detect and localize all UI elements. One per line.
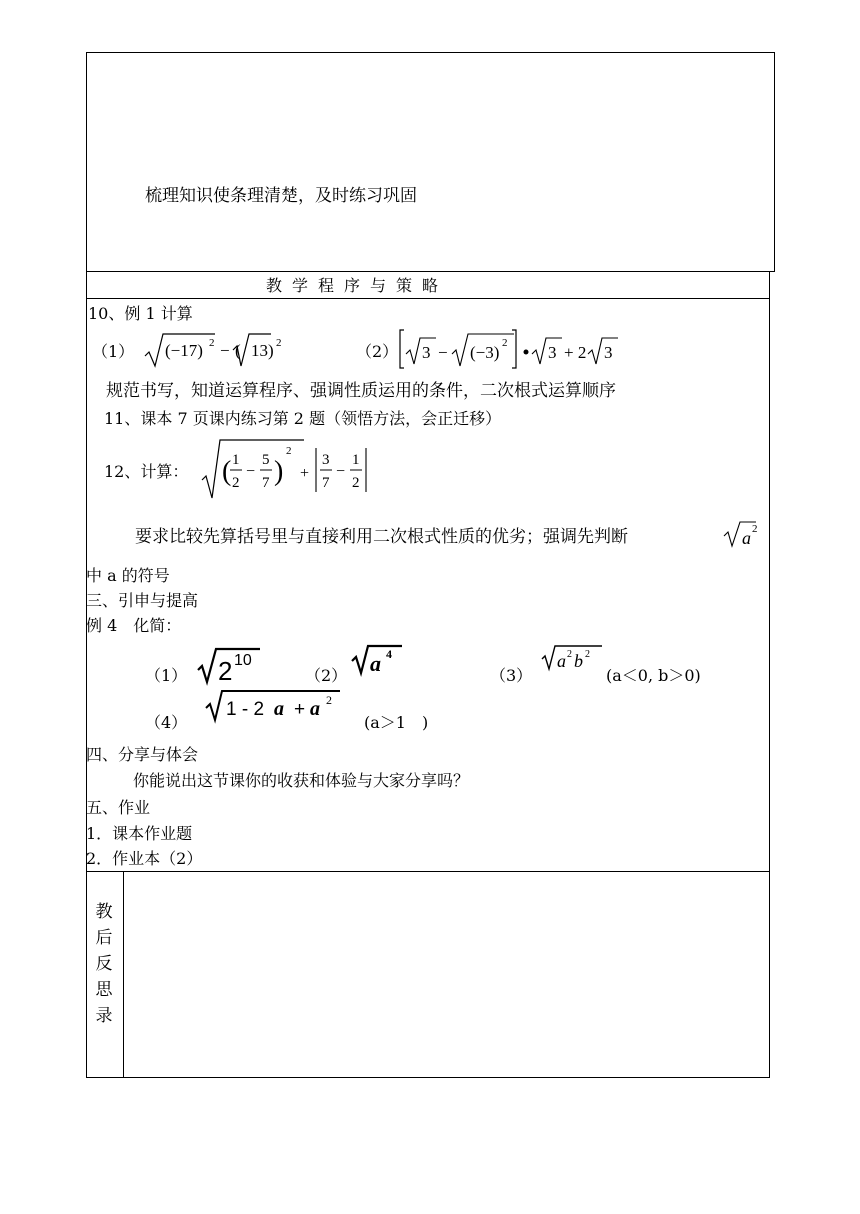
ex4-item3-label: （3） xyxy=(490,666,533,685)
homework-1: 1．课本作业题 xyxy=(86,824,193,843)
svg-text:a: a xyxy=(742,528,751,548)
svg-text:(−3): (−3) xyxy=(470,343,500,362)
note2-sqrt-a2 xyxy=(722,516,762,550)
svg-text:+: + xyxy=(300,465,310,482)
section-4: 四、分享与体会 xyxy=(86,745,199,764)
svg-text:(: ( xyxy=(222,456,232,487)
share-question: 你能说出这节课你的收获和体验与大家分享吗？ xyxy=(133,771,470,790)
ex4-formula-2 xyxy=(350,643,408,677)
svg-text:(−17): (−17) xyxy=(165,341,203,360)
item12-label: 12、计算： xyxy=(104,462,189,481)
svg-text:−: − xyxy=(336,463,346,480)
ex4-item4-condition: (a＞1 ) xyxy=(364,713,429,732)
svg-text:a: a xyxy=(310,698,320,720)
reflection-char-4: 思 xyxy=(95,980,113,1000)
section-header: 教学程序与策略 xyxy=(266,276,449,295)
ex1-formula-1 xyxy=(143,330,293,370)
svg-text:4: 4 xyxy=(386,647,392,661)
note-2-line1: 要求比较先算括号里与直接利用二次根式性质的优劣；强调先判断 xyxy=(135,527,628,547)
svg-text:+ 2: + 2 xyxy=(564,343,587,362)
example1-label: 10、例 1 计算 xyxy=(88,304,193,323)
reflection-char-5: 录 xyxy=(95,1006,113,1026)
svg-text:3: 3 xyxy=(548,343,557,362)
ex1-formula-2 xyxy=(396,326,636,372)
svg-text:1: 1 xyxy=(352,452,360,468)
svg-text:(: ( xyxy=(235,341,241,360)
svg-text:): ) xyxy=(274,456,284,487)
ex4-formula-1 xyxy=(196,646,266,686)
svg-text:1: 1 xyxy=(232,452,240,468)
svg-text:2: 2 xyxy=(218,656,233,686)
ex4-formula-4 xyxy=(204,688,344,724)
svg-text:2: 2 xyxy=(276,337,282,349)
svg-text:3: 3 xyxy=(604,343,613,362)
note-1: 规范书写，知道运算程序、强调性质运用的条件，二次根式运算顺序 xyxy=(106,381,616,401)
item-11: 11、课本 7 页课内练习第 2 题（领悟方法，会正迁移） xyxy=(104,409,502,428)
svg-text:2: 2 xyxy=(232,475,240,491)
svg-text:−: − xyxy=(438,343,448,362)
svg-text:2: 2 xyxy=(352,475,360,491)
svg-text:7: 7 xyxy=(322,475,330,491)
svg-text:3: 3 xyxy=(322,452,330,468)
svg-text:5: 5 xyxy=(262,452,270,468)
svg-text:13): 13) xyxy=(251,341,274,360)
section-3: 三、引申与提高 xyxy=(86,591,199,610)
reflection-char-3: 反 xyxy=(95,954,113,974)
svg-text:7: 7 xyxy=(262,475,270,491)
homework-2: 2．作业本（2） xyxy=(86,849,203,868)
ex1-item1-label: （1） xyxy=(92,342,135,361)
reflection-char-1: 教 xyxy=(95,902,113,922)
svg-text:2: 2 xyxy=(585,649,590,660)
svg-text:2: 2 xyxy=(286,445,292,457)
svg-text:a: a xyxy=(557,651,566,671)
svg-text:a: a xyxy=(274,698,284,720)
svg-text:−: − xyxy=(246,463,256,480)
reflection-char-2: 后 xyxy=(95,928,113,948)
svg-text:3: 3 xyxy=(422,343,431,362)
note-2-line2: 中 a 的符号 xyxy=(86,566,170,585)
header-divider xyxy=(86,298,770,299)
ex4-item4-label: （4） xyxy=(145,713,188,732)
svg-text:a: a xyxy=(370,651,381,676)
example4-label: 例 4 化简： xyxy=(86,616,182,635)
ex4-item2-label: （2） xyxy=(305,666,348,685)
svg-text:10: 10 xyxy=(234,652,252,669)
svg-text:2: 2 xyxy=(209,337,215,349)
item12-formula xyxy=(200,436,380,502)
svg-text:2: 2 xyxy=(752,523,758,535)
ex4-item1-label: （1） xyxy=(145,666,188,685)
ex4-item3-condition: (a＜0, b＞0) xyxy=(606,666,701,685)
reflection-content-area[interactable] xyxy=(124,872,769,1077)
svg-text:−: − xyxy=(220,341,230,360)
svg-text:1 - 2: 1 - 2 xyxy=(226,699,265,720)
top-note-text: 梳理知识使条理清楚，及时练习巩固 xyxy=(145,186,417,206)
svg-text:2: 2 xyxy=(326,693,332,707)
top-note-box xyxy=(86,52,775,272)
svg-text:2: 2 xyxy=(502,337,508,349)
svg-text:2: 2 xyxy=(567,649,572,660)
ex4-formula-3 xyxy=(540,643,606,673)
svg-text:+: + xyxy=(294,699,306,720)
ex1-item2-label: （2） xyxy=(356,342,399,361)
section-5: 五、作业 xyxy=(86,798,151,817)
svg-text:b: b xyxy=(574,651,583,671)
